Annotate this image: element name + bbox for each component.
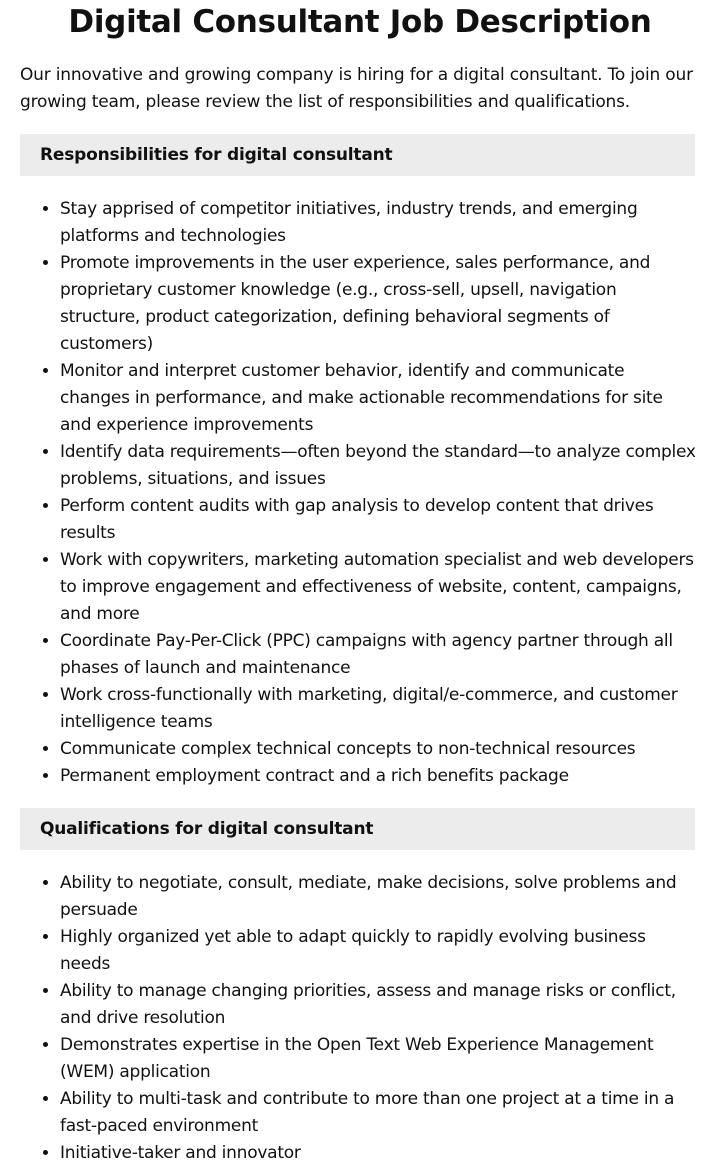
list-item: • Initiative-taker and innovator bbox=[60, 1140, 698, 1167]
list-item: • Ability to multi-task and contribute to more than one project at a time in a fast-paced environment bbox=[60, 1086, 698, 1140]
list-item: • Work cross-functionally with marketing, digital/e-commerce, and customer intelligence teams bbox=[60, 682, 698, 736]
list-item: • Promote improvements in the user experience, sales performance, and proprietary customer knowledge (e.g., cross-sell, upsell, navigation structure, product categorization, defining behavioral segments of customers) bbox=[60, 250, 698, 358]
responsibilities-heading: Responsibilities for digital consultant bbox=[20, 134, 695, 176]
list-item: • Monitor and interpret customer behavior, identify and communicate changes in performance, and make actionable recommendations for site and experience improvements bbox=[60, 358, 698, 439]
list-item: • Work with copywriters, marketing automation specialist and web developers to improve engagement and effectiveness of website, content, campaigns, and more bbox=[60, 547, 698, 628]
list-item: • Stay apprised of competitor initiatives, industry trends, and emerging platforms and technologies bbox=[60, 196, 698, 250]
responsibilities-list bbox=[0, 196, 720, 790]
list-item: • Permanent employment contract and a rich benefits package bbox=[60, 763, 698, 790]
list-item: • Identify data requirements—often beyond the standard—to analyze complex problems, situations, and issues bbox=[60, 439, 698, 493]
intro-paragraph: Our innovative and growing company is hiring for a digital consultant. To join our growing team, please review the list of responsibilities and qualifications. bbox=[20, 65, 693, 112]
list-item: • Ability to negotiate, consult, mediate, make decisions, solve problems and persuade bbox=[60, 870, 698, 924]
qualifications-list bbox=[0, 870, 720, 1167]
qualifications-heading: Qualifications for digital consultant bbox=[20, 808, 695, 850]
page-title: Digital Consultant Job Description bbox=[68, 4, 652, 40]
list-item: • Highly organized yet able to adapt quickly to rapidly evolving business needs bbox=[60, 924, 698, 978]
list-item: • Perform content audits with gap analysis to develop content that drives results bbox=[60, 493, 698, 547]
list-item: • Ability to manage changing priorities, assess and manage risks or conflict, and drive resolution bbox=[60, 978, 698, 1032]
list-item: • Communicate complex technical concepts to non-technical resources bbox=[60, 736, 698, 763]
list-item: • Coordinate Pay-Per-Click (PPC) campaigns with agency partner through all phases of launch and maintenance bbox=[60, 628, 698, 682]
list-item: • Demonstrates expertise in the Open Text Web Experience Management (WEM) application bbox=[60, 1032, 698, 1086]
